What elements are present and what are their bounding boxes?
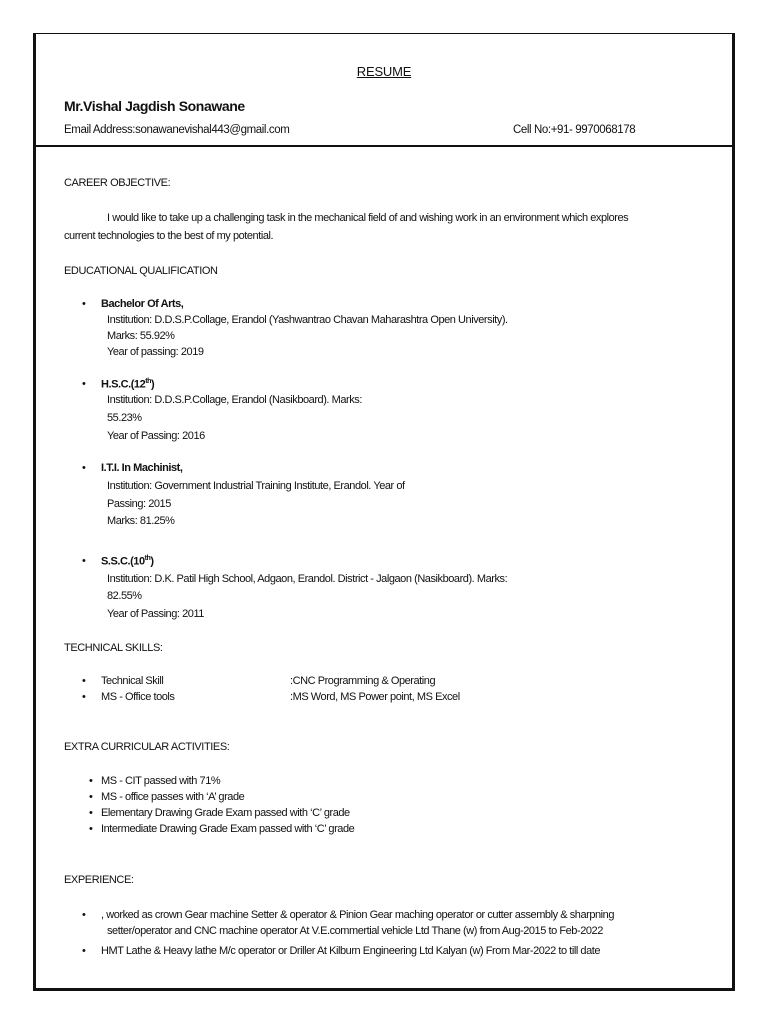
bullet-icon: •	[82, 378, 86, 390]
experience-item-2: HMT Lathe & Heavy lathe M/c operator or Driller At Kilburn Engineering Ltd Kalyan (w) From Mar-2022 to till date	[101, 945, 601, 957]
experience-item-1-line-1: , worked as crown Gear machine Setter & operator & Pinion Gear maching operator or cutter assembly & sharpning	[101, 909, 614, 921]
education-hsc-line-2: 55.23%	[107, 412, 142, 424]
career-objective-line-1: I would like to take up a challenging task in the mechanical field of and wishing work in an environment which explores	[107, 212, 629, 224]
resume-title: RESUME	[356, 64, 412, 79]
education-heading: EDUCATIONAL QUALIFICATION	[64, 265, 218, 277]
education-ssc-line-1: Institution: D.K. Patil High School, Adgaon, Erandol. District - Jalgaon (Nasikboard). Marks:	[107, 573, 508, 585]
experience-heading: EXPERIENCE:	[64, 874, 134, 886]
bullet-icon: •	[82, 675, 86, 687]
bullet-icon: •	[89, 807, 93, 819]
bullet-icon: •	[89, 823, 93, 835]
education-title-ssc: S.S.C.(10th)	[101, 555, 154, 568]
education-hsc-line-3: Year of Passing: 2016	[107, 430, 205, 442]
skill-value-office: :MS Word, MS Power point, MS Excel	[290, 691, 460, 703]
bullet-icon: •	[82, 909, 86, 921]
education-iti-line-1: Institution: Government Industrial Training Institute, Erandol. Year of	[107, 480, 405, 492]
bullet-icon: •	[82, 691, 86, 703]
education-ba-line-3: Year of passing: 2019	[107, 346, 204, 358]
extra-item-1: MS - CIT passed with 71%	[101, 775, 221, 787]
extra-curricular-heading: EXTRA CURRICULAR ACTIVITIES:	[64, 741, 230, 753]
education-hsc-line-1: Institution: D.D.S.P.Collage, Erandol (Nasikboard). Marks:	[107, 394, 362, 406]
education-title-hsc: H.S.C.(12th)	[101, 378, 155, 391]
bullet-icon: •	[82, 298, 86, 310]
bullet-icon: •	[89, 791, 93, 803]
education-ba-line-2: Marks: 55.92%	[107, 330, 175, 342]
header-divider	[36, 145, 732, 147]
cell-number: Cell No:+91- 9970068178	[513, 124, 636, 136]
extra-item-3: Elementary Drawing Grade Exam passed with ‘C’ grade	[101, 807, 350, 819]
bullet-icon: •	[82, 945, 86, 957]
extra-item-4: Intermediate Drawing Grade Exam passed with ‘C’ grade	[101, 823, 355, 835]
technical-skills-heading: TECHNICAL SKILLS:	[64, 642, 163, 654]
email-address: Email Address:sonawanevishal443@gmail.com	[64, 124, 290, 136]
education-iti-line-2: Passing: 2015	[107, 498, 171, 510]
bullet-icon: •	[89, 775, 93, 787]
skill-label-technical: Technical Skill	[101, 675, 164, 687]
education-ssc-line-3: Year of Passing: 2011	[107, 608, 204, 620]
education-title-ba: Bachelor Of Arts,	[101, 298, 184, 310]
career-objective-heading: CAREER OBJECTIVE:	[64, 177, 171, 189]
education-title-iti: I.T.I. In Machinist,	[101, 462, 183, 474]
skill-value-technical: :CNC Programming & Operating	[290, 675, 436, 687]
career-objective-line-2: current technologies to the best of my potential.	[64, 230, 274, 242]
candidate-name: Mr.Vishal Jagdish Sonawane	[64, 98, 245, 114]
bullet-icon: •	[82, 555, 86, 567]
skill-label-office: MS - Office tools	[101, 691, 175, 703]
experience-item-1-line-2: setter/operator and CNC machine operator At V.E.commertial vehicle Ltd Thane (w) from Aug-2015 to Feb-2022	[107, 925, 603, 937]
extra-item-2: MS - office passes with ‘A’ grade	[101, 791, 245, 803]
education-ba-line-1: Institution: D.D.S.P.Collage, Erandol (Yashwantrao Chavan Maharashtra Open University).	[107, 314, 508, 326]
education-iti-line-3: Marks: 81.25%	[107, 515, 175, 527]
education-ssc-line-2: 82.55%	[107, 590, 142, 602]
bullet-icon: •	[82, 462, 86, 474]
